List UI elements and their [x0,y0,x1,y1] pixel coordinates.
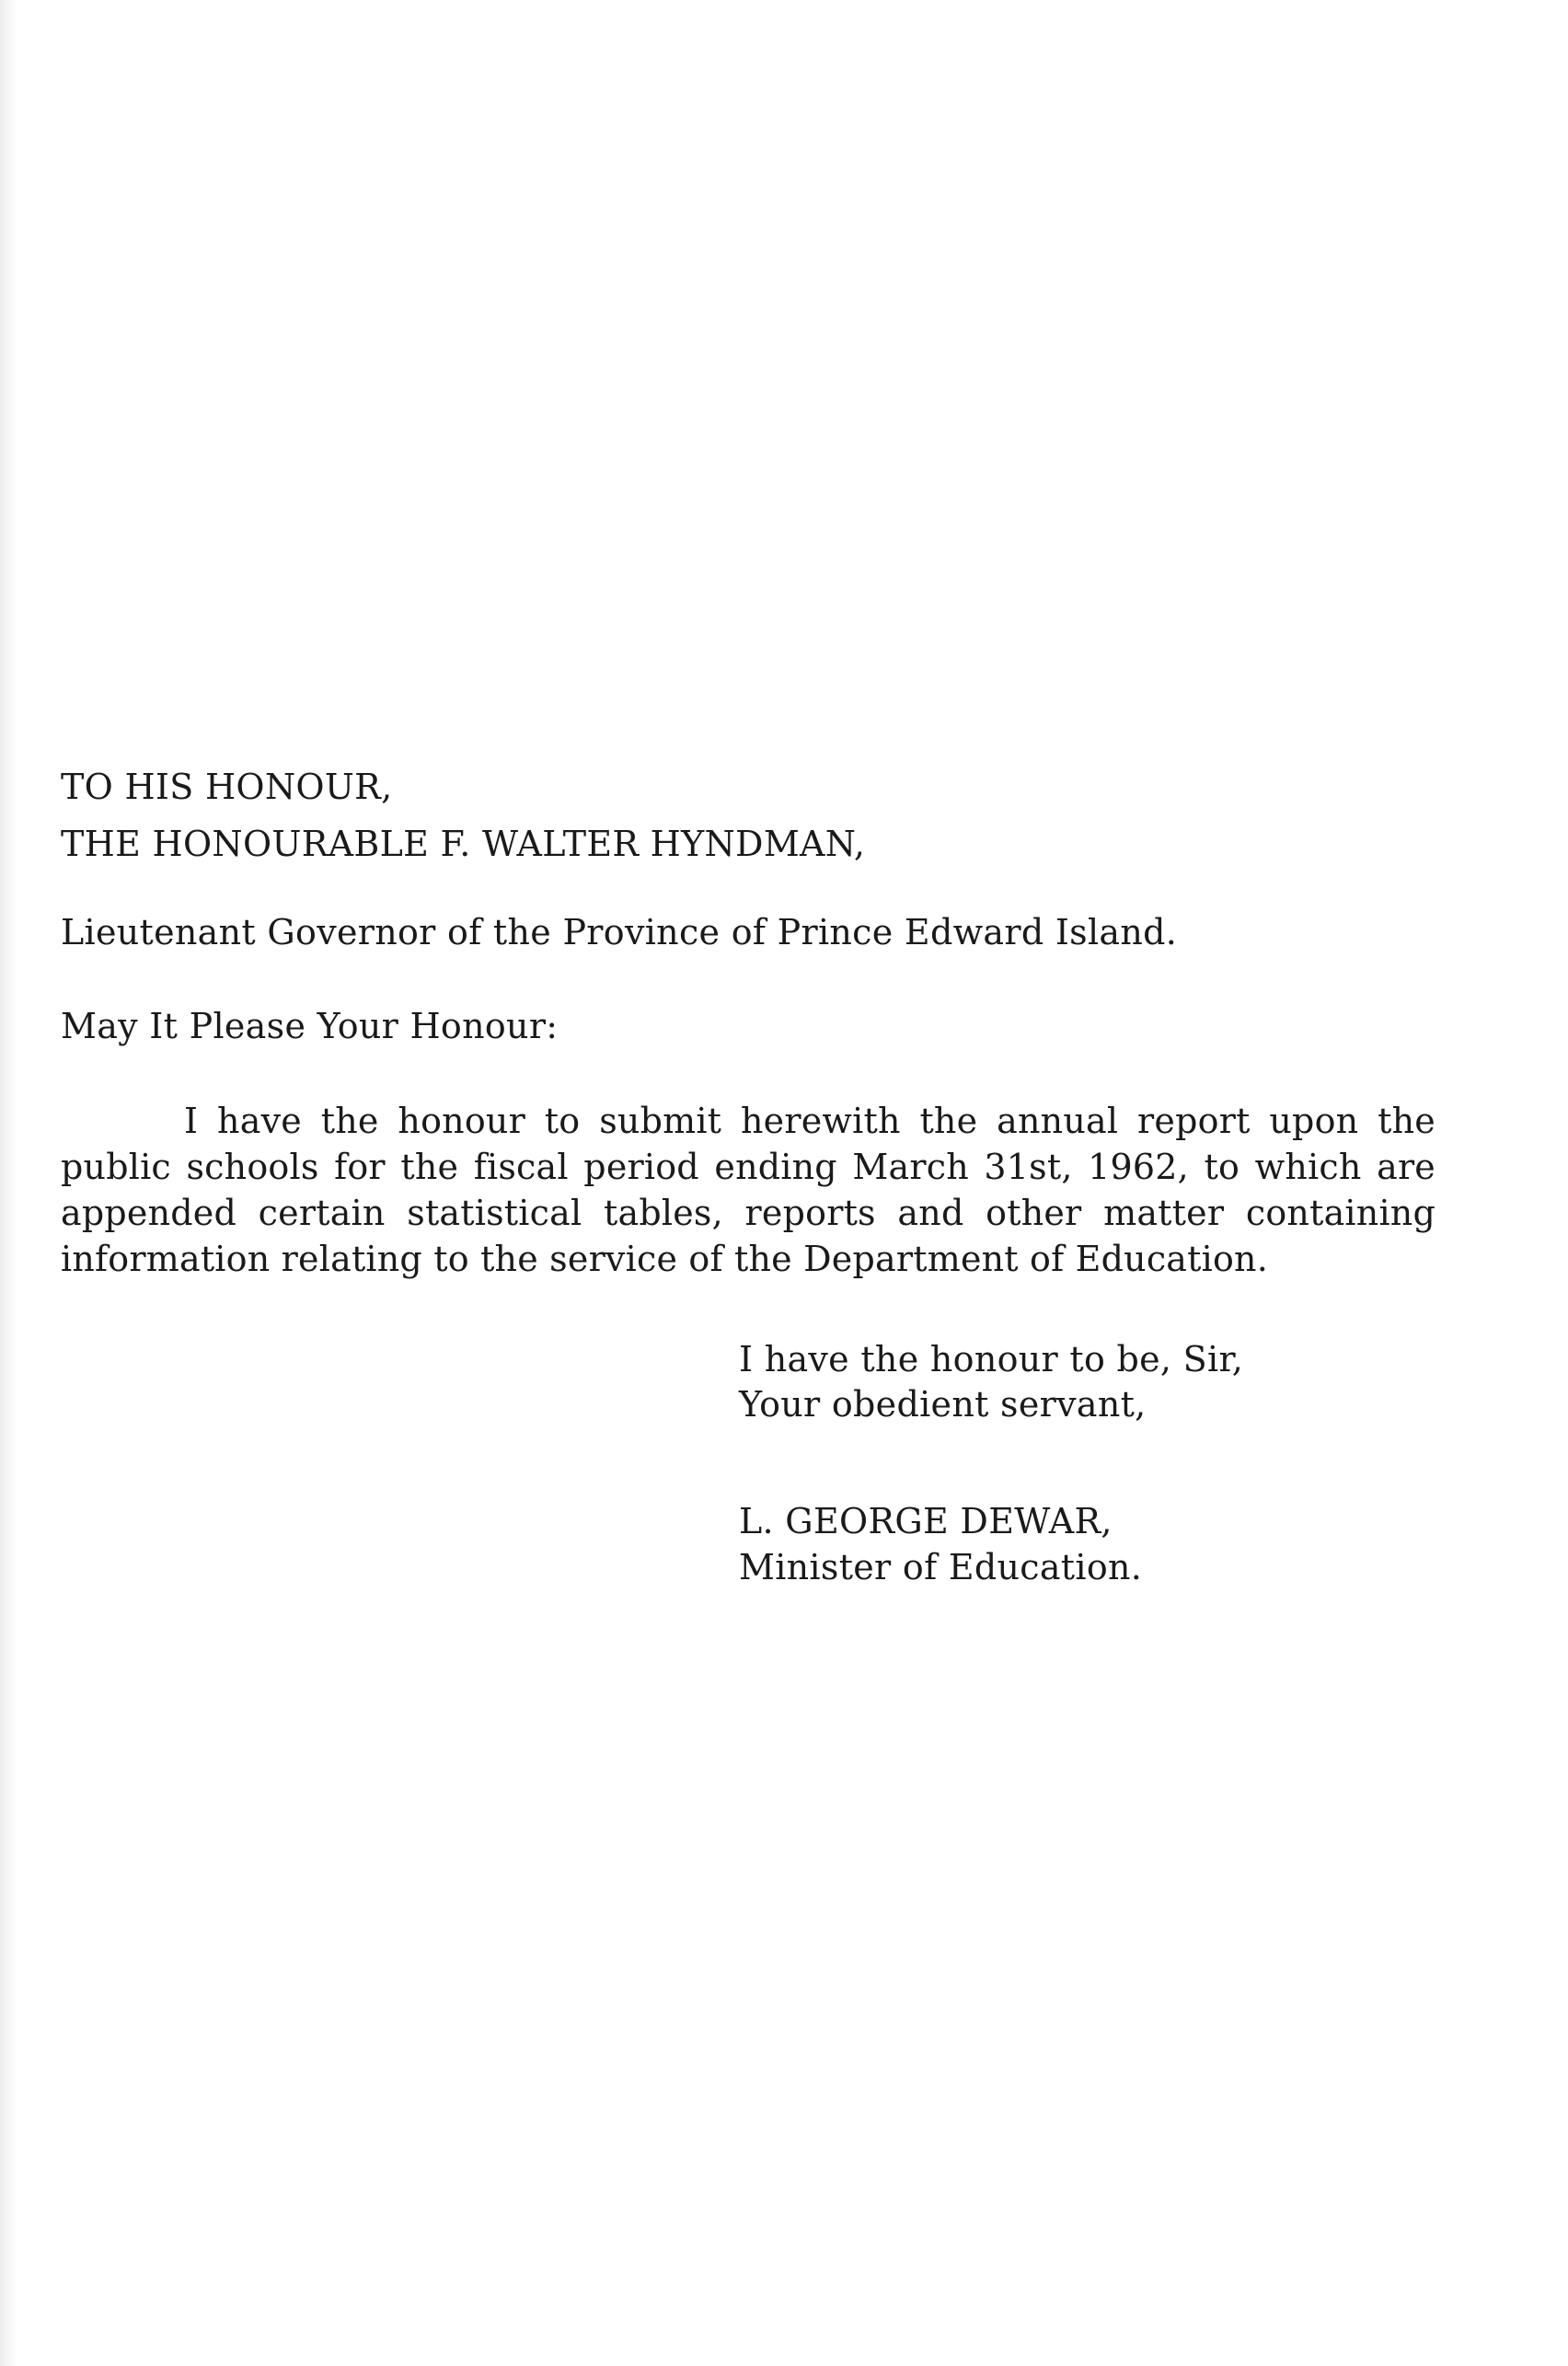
recipient-title: Lieutenant Governor of the Province of Prince Edward Island. [61,912,1178,952]
page-edge-shadow [0,0,17,2366]
closing-line-1: I have the honour to be, Sir, [739,1339,1244,1379]
body-paragraph: I have the honour to submit herewith the annual report upon the public schools for the fiscal period ending March 31st, 1962, to which are appended certain statistical tables, reports and other matter containing information relating to the service of the Department of Education. [61,1101,1435,1279]
address-line-1: TO HIS HONOUR, [61,767,393,807]
signature-title: Minister of Education. [739,1547,1143,1587]
closing-line-2: Your obedient servant, [739,1384,1147,1425]
address-line-2: THE HONOURABLE F. WALTER HYNDMAN, [61,824,866,864]
signature-name: L. GEORGE DEWAR, [739,1501,1113,1541]
salutation: May It Please Your Honour: [61,1006,559,1046]
